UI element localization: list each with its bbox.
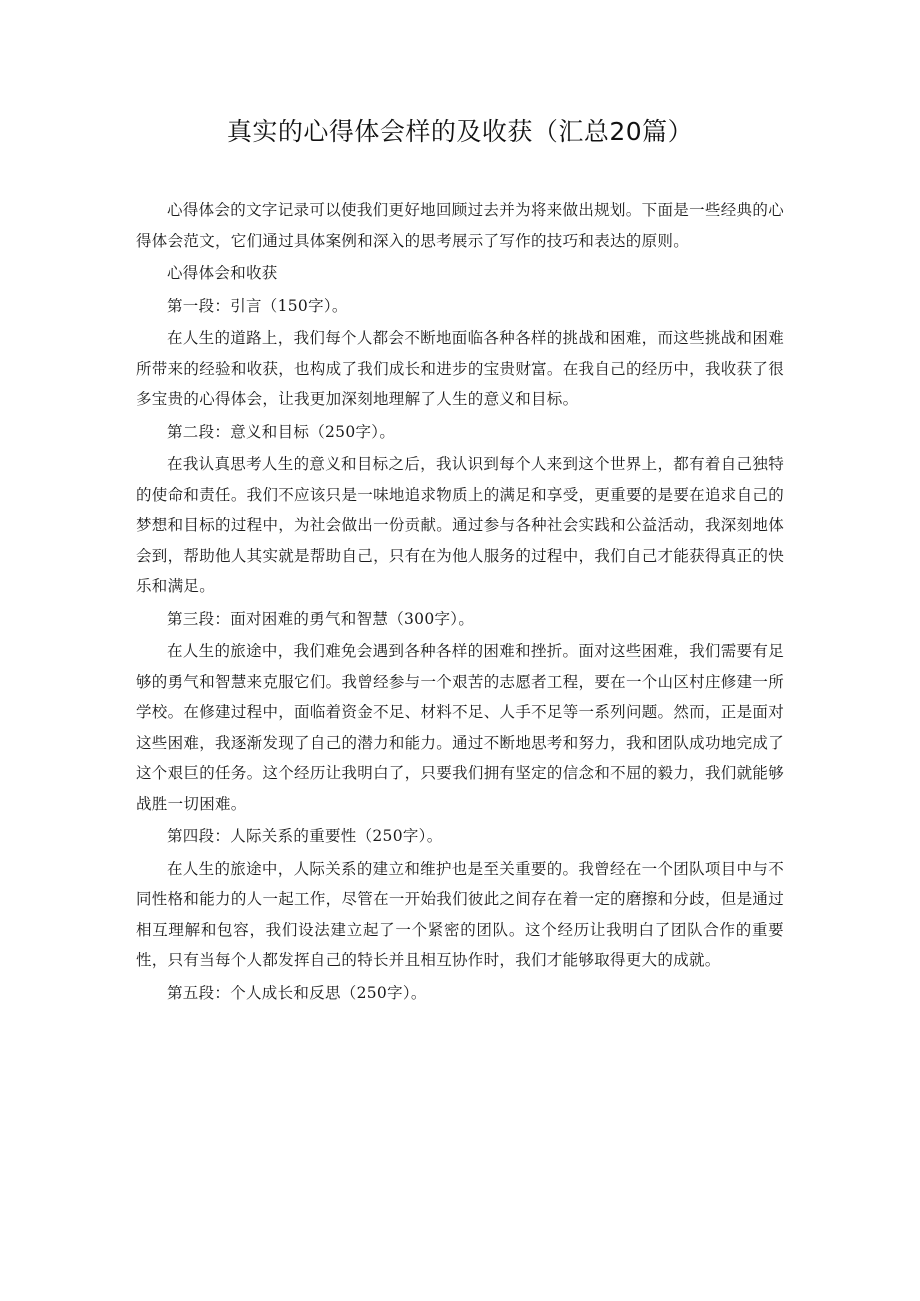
paragraph-body-3: 在人生的旅途中，我们难免会遇到各种各样的困难和挫折。面对这些困难，我们需要有足够的勇气和智慧来克服它们。我曾经参与一个艰苦的志愿者工程，要在一个山区村庄修建一所学校。在修建过程中，面临着资金不足、材料不足、人手不足等一系列问题。然而，正是面对这些困难，我逐渐发现了自己的潜力和能力。通过不断地思考和努力，我和团队成功地完成了这个艰巨的任务。这个经历让我明白了，只要我们拥有坚定的信念和不屈的毅力，我们就能够战胜一切困难。: [136, 642, 784, 813]
paragraph-body-2: 在我认真思考人生的意义和目标之后，我认识到每个人来到这个世界上，都有着自己独特的使命和责任。我们不应该只是一味地追求物质上的满足和享受，更重要的是要在追求自己的梦想和目标的过程中，为社会做出一份贡献。通过参与各种社会实践和公益活动，我深刻地体会到，帮助他人其实就是帮助自己，只有在为他人服务的过程中，我们自己才能获得真正的快乐和满足。: [136, 455, 784, 595]
paragraph-body-1: 在人生的道路上，我们每个人都会不断地面临各种各样的挑战和困难，而这些挑战和困难所带来的经验和收获，也构成了我们成长和进步的宝贵财富。在我自己的经历中，我收获了很多宝贵的心得体会，让我更加深刻地理解了人生的意义和目标。: [136, 329, 784, 408]
paragraph-heading-4: 第四段：人际关系的重要性（250字）。: [167, 827, 443, 845]
intro-paragraph: 心得体会的文字记录可以使我们更好地回顾过去并为将来做出规划。下面是一些经典的心得体会范文，它们通过具体案例和深入的思考展示了写作的技巧和表达的原则。: [136, 201, 784, 250]
paragraph-heading-1: 第一段：引言（150字）。: [167, 296, 348, 315]
paragraph-heading-5: 第五段：个人成长和反思（250字）。: [167, 983, 427, 1002]
paragraph-heading-3: 第三段：面对困难的勇气和智慧（300字）。: [167, 609, 475, 628]
section-heading: 心得体会和收获: [167, 264, 278, 282]
paragraph-heading-2: 第二段：意义和目标（250字）。: [167, 422, 396, 441]
document-body: [136, 195, 784, 1010]
paragraph-body-4: 在人生的旅途中，人际关系的建立和维护也是至关重要的。我曾经在一个团队项目中与不同性格和能力的人一起工作，尽管在一开始我们彼此之间存在着一定的磨擦和分歧，但是通过相互理解和包容，我们设法建立起了一个紧密的团队。这个经历让我明白了团队合作的重要性，只有当每个人都发挥自己的特长并且相互协作时，我们才能够取得更大的成就。: [136, 859, 784, 969]
page-title: 真实的心得体会样的及收获（汇总20篇）: [226, 117, 694, 146]
